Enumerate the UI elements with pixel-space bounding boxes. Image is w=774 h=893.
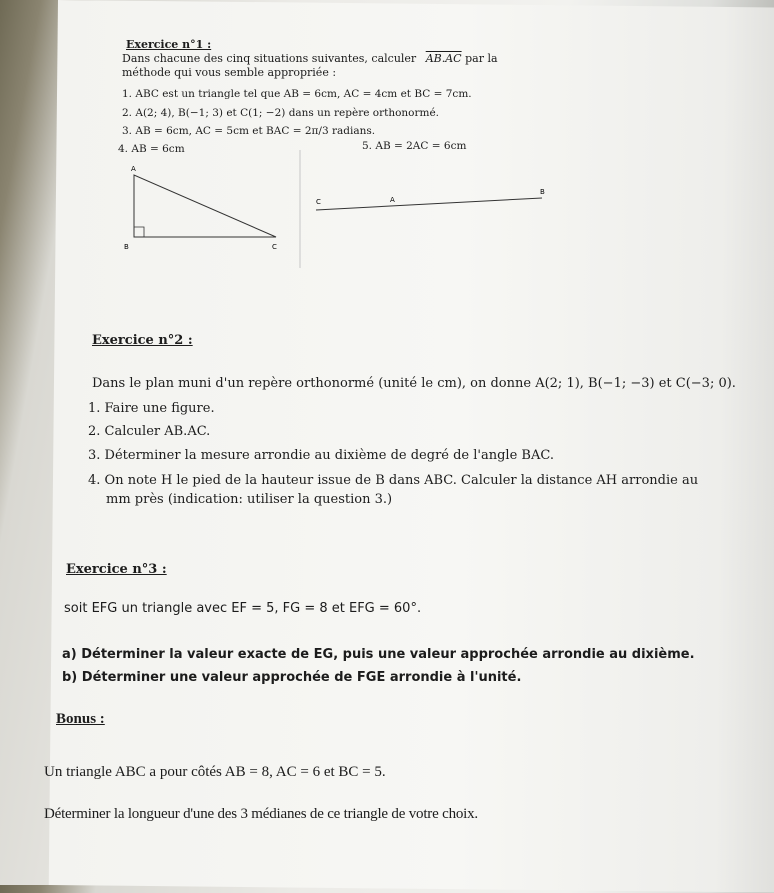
ex2-item-1: 1. Faire une figure. <box>88 401 215 416</box>
fig4-label-a: A <box>131 165 136 173</box>
bonus-title: Bonus : <box>56 711 105 727</box>
ex1-figure-4 <box>118 165 288 260</box>
ex1-item-5: 5. AB = 2AC = 6cm <box>362 140 467 152</box>
ex2-item-2: 2. Calculer AB.AC. <box>88 424 211 439</box>
bonus-line-2: Déterminer la longueur d'une des 3 médianes de ce triangle de votre choix. <box>44 806 478 822</box>
ex1-item-1: 1. ABC est un triangle tel que AB = 6cm, AC = 4cm et BC = 7cm. <box>122 88 472 100</box>
fig4-label-c: C <box>272 243 277 251</box>
ex3-intro: soit EFG un triangle avec EF = 5, FG = 8 et EFG = 60°. <box>64 601 422 616</box>
ex2-item-4-cont: mm près (indication: utiliser la question 3.) <box>106 492 393 507</box>
ex1-intro-1: Dans chacune des cinq situations suivantes, calculer AB.AC par la <box>122 52 498 65</box>
ex3-title: Exercice n°3 : <box>66 562 167 577</box>
ex1-intro-3: méthode qui vous semble appropriée : <box>122 66 337 79</box>
ex3-item-a: a) Déterminer la valeur exacte de EG, puis une valeur approchée arrondie au dixième. <box>62 647 695 662</box>
fig5-label-a: A <box>390 196 395 204</box>
ex1-intro-vector: AB.AC <box>425 52 462 65</box>
ex1-separator <box>298 150 302 270</box>
ex3-item-b: b) Déterminer une valeur approchée de FGE arrondie à l'unité. <box>62 670 522 685</box>
ex1-item-3: 3. AB = 6cm, AC = 5cm et BAC = 2π/3 radians. <box>122 125 376 137</box>
bonus-line-1: Un triangle ABC a pour côtés AB = 8, AC = 6 et BC = 5. <box>44 764 386 780</box>
fig5-label-b: B <box>540 188 545 196</box>
ex1-title: Exercice n°1 : <box>126 38 212 51</box>
ex1-item-4: 4. AB = 6cm <box>118 143 185 155</box>
ex1-item-2: 2. A(2; 4), B(−1; 3) et C(1; −2) dans un repère orthonormé. <box>122 107 440 119</box>
ex2-intro: Dans le plan muni d'un repère orthonormé (unité le cm), on donne A(2; 1), B(−1; −3) et C(−3; 0). <box>92 376 736 391</box>
ex2-item-3: 3. Déterminer la mesure arrondie au dixième de degré de l'angle BAC. <box>88 448 554 463</box>
fig5-label-c: C <box>316 198 321 206</box>
fig4-label-b: B <box>124 243 129 251</box>
ex1-figure-5 <box>312 186 552 216</box>
ex2-title: Exercice n°2 : <box>92 333 193 348</box>
ex2-item-4: 4. On note H le pied de la hauteur issue de B dans ABC. Calculer la distance AH arrondie au <box>88 473 699 488</box>
